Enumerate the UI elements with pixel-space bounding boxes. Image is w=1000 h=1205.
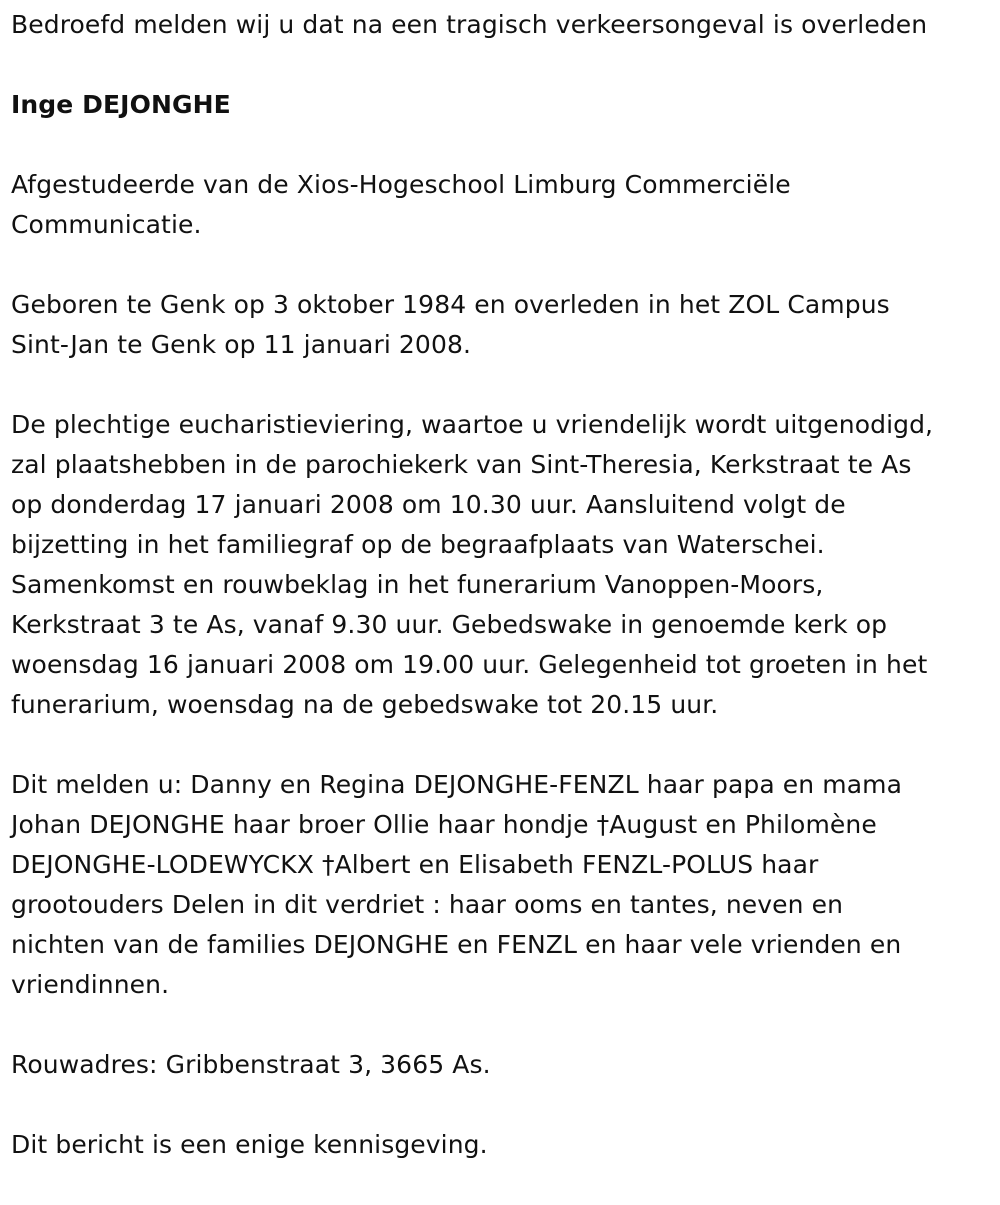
education-text: Afgestudeerde van de Xios-Hogeschool Limburg Commerciële Communicatie. bbox=[11, 170, 791, 239]
intro-text: Bedroefd melden wij u dat na een tragisch verkeersongeval is overleden bbox=[11, 10, 928, 39]
closing-text: Dit bericht is een enige kennisgeving. bbox=[11, 1130, 488, 1159]
mourning-address: Rouwadres: Gribbenstraat 3, 3665 As. bbox=[11, 1050, 491, 1079]
deceased-name: Inge DEJONGHE bbox=[11, 90, 231, 119]
birth-death-text: Geboren te Genk op 3 oktober 1984 en overleden in het ZOL Campus Sint-Jan te Genk op 11 januari 2008. bbox=[11, 290, 890, 359]
ceremony-text: De plechtige eucharistieviering, waartoe u vriendelijk wordt uitgenodigd, zal plaatshebben in de parochiekerk van Sint-Theresia, Kerkstraat te As op donderdag 17 januari 2008 om 10.30 uur. Aansluitend volgt de bijzetting in het familiegraf op de begraafplaats van Waterschei. Samenkomst en rouwbeklag in het funerarium Vanoppen-Moors, Kerkstraat 3 te As, vanaf 9.30 uur. Gebedswake in genoemde kerk op woensdag 16 januari 2008 om 19.00 uur. Gelegenheid tot groeten in het funerarium, woensdag na de gebedswake tot 20.15 uur. bbox=[11, 410, 934, 719]
obituary-notice bbox=[11, 5, 995, 1205]
family-text: Dit melden u: Danny en Regina DEJONGHE-FENZL haar papa en mama Johan DEJONGHE haar broer Ollie haar hondje †August en Philomène DEJONGHE-LODEWYCKX †Albert en Elisabeth FENZL-POLUS haar grootouders Delen in dit verdriet : haar ooms en tantes, neven en nichten van de families DEJONGHE en FENZL en haar vele vrienden en vriendinnen. bbox=[11, 770, 903, 999]
